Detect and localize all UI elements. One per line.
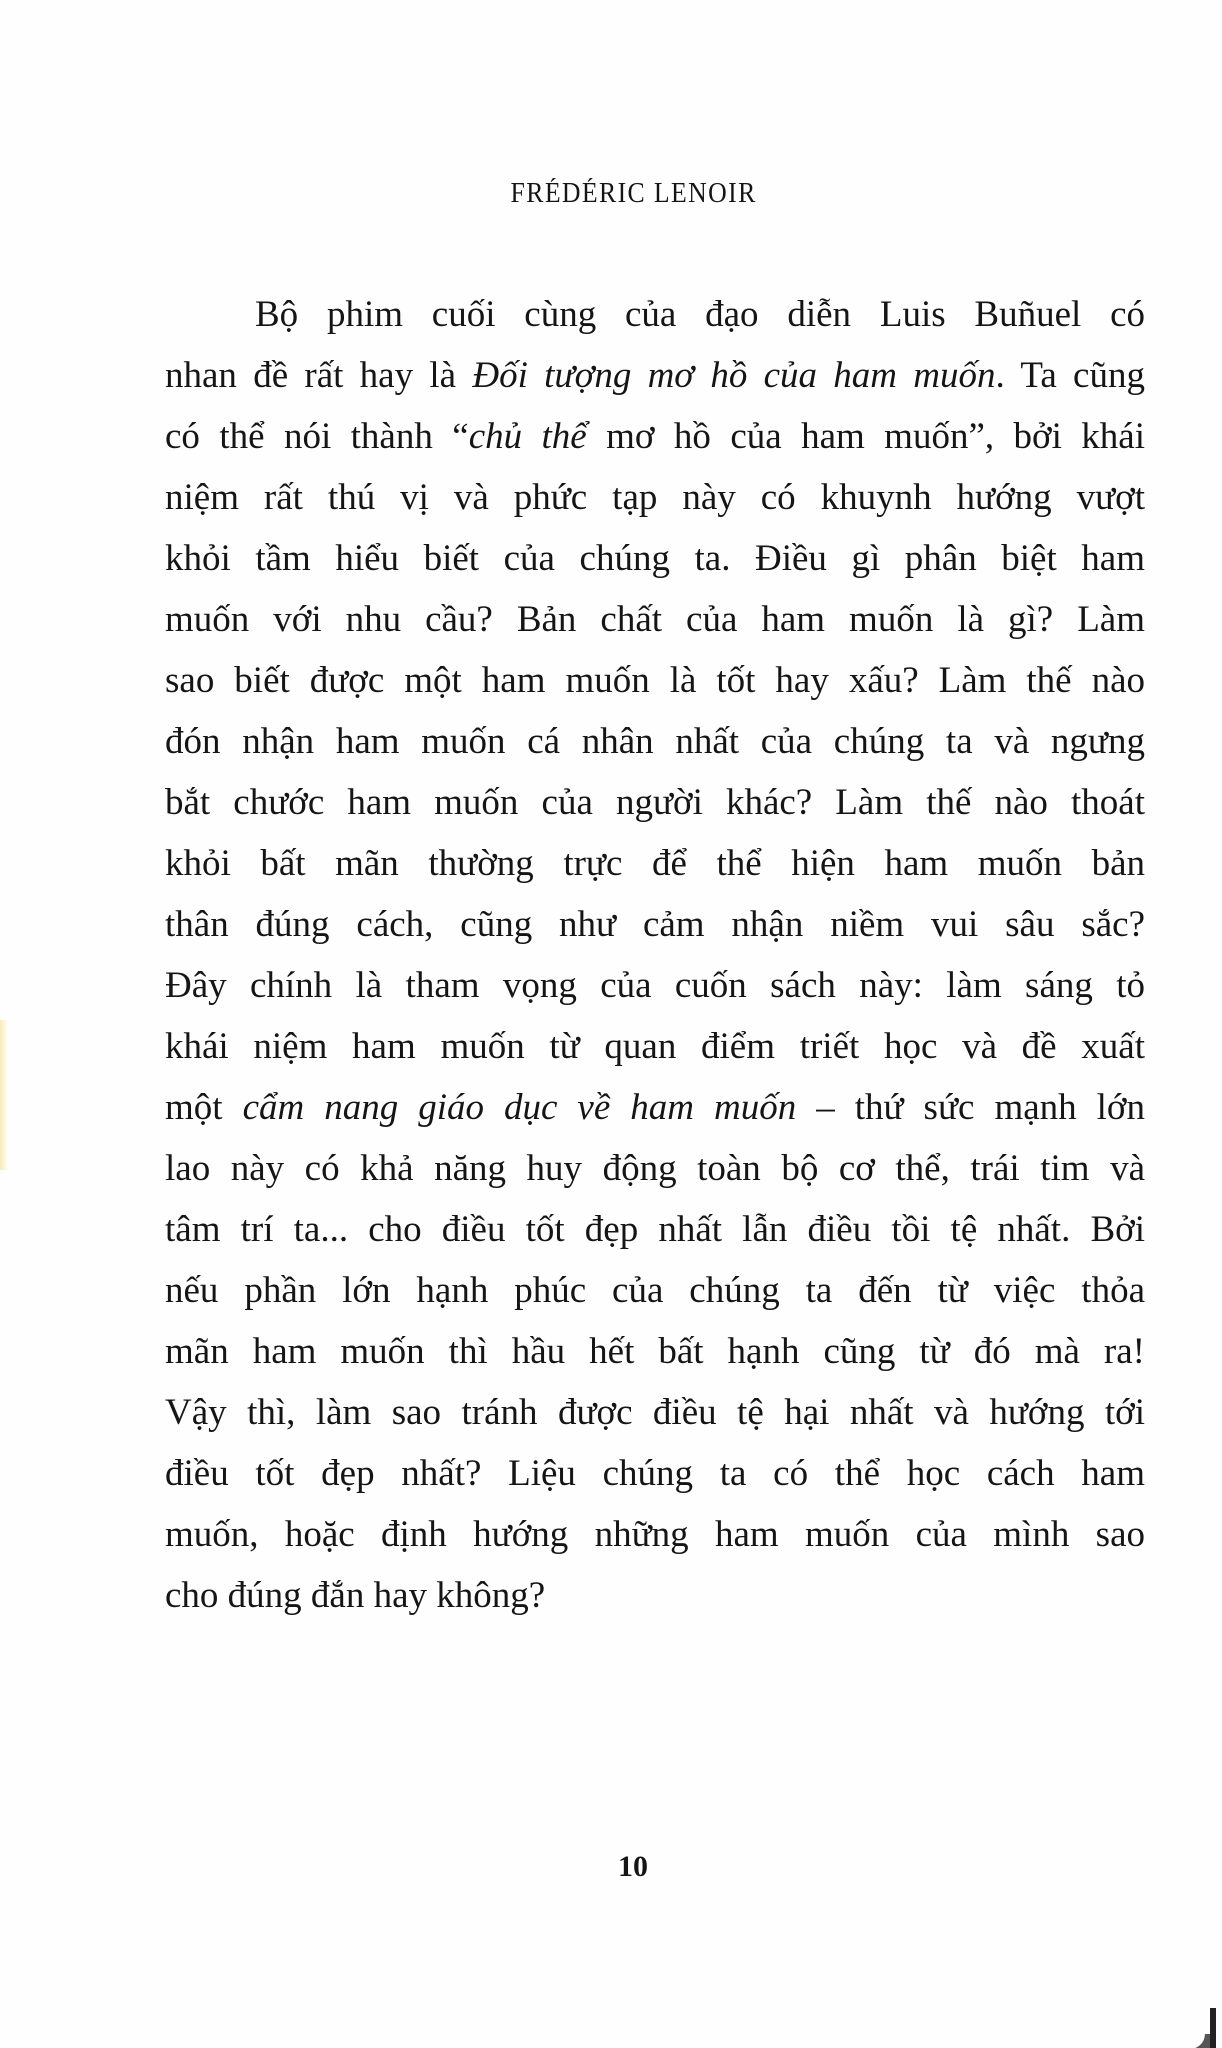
- text-line: khái niệm ham muốn từ quan điểm triết học và đề xuất: [165, 1026, 1145, 1067]
- text-line: muốn, hoặc định hướng những ham muốn của mình sao: [165, 1514, 1145, 1555]
- text-line: Đây chính là tham vọng của cuốn sách này: làm sáng tỏ: [165, 965, 1145, 1006]
- italic-title: Đối tượng mơ hồ của ham muốn: [472, 355, 996, 396]
- text-line: có thể nói thành “chủ thể mơ hồ của ham muốn”, bởi khái: [165, 416, 1146, 457]
- text-line: muốn với nhu cầu? Bản chất của ham muốn là gì? Làm: [165, 599, 1145, 640]
- page-number: 10: [618, 1850, 648, 1883]
- text-line: tâm trí ta... cho điều tốt đẹp nhất lẫn điều tồi tệ nhất. Bởi: [165, 1209, 1145, 1250]
- text-line: nhan đề rất hay là Đối tượng mơ hồ của ham muốn. Ta cũng: [165, 355, 1145, 396]
- text-line: cho đúng đắn hay không?: [165, 1575, 546, 1616]
- italic-term: chủ thể: [468, 416, 587, 457]
- text-line: đón nhận ham muốn cá nhân nhất của chúng ta và ngưng: [165, 721, 1145, 762]
- body-paragraph: [165, 284, 1145, 1626]
- page-corner-shadow: [1210, 2008, 1216, 2048]
- page-edge-stain: [0, 1020, 8, 1170]
- text-line: nếu phần lớn hạnh phúc của chúng ta đến từ việc thỏa: [165, 1270, 1145, 1311]
- text-line: thân đúng cách, cũng như cảm nhận niềm vui sâu sắc?: [165, 904, 1145, 945]
- running-head-author: FRÉDÉRIC LENOIR: [510, 178, 757, 209]
- text-line: bắt chước ham muốn của người khác? Làm thế nào thoát: [165, 782, 1145, 823]
- text-line: khỏi tầm hiểu biết của chúng ta. Điều gì phân biệt ham: [165, 538, 1145, 579]
- text-line: Vậy thì, làm sao tránh được điều tệ hại nhất và hướng tới: [165, 1392, 1145, 1433]
- text-line: niệm rất thú vị và phức tạp này có khuynh hướng vượt: [165, 477, 1145, 518]
- text-line: khỏi bất mãn thường trực để thể hiện ham muốn bản: [165, 843, 1145, 884]
- text-line: mãn ham muốn thì hầu hết bất hạnh cũng từ đó mà ra!: [165, 1331, 1145, 1372]
- text-line: Bộ phim cuối cùng của đạo diễn Luis Buñuel có: [255, 294, 1145, 335]
- text-line: một cẩm nang giáo dục về ham muốn – thứ sức mạnh lớn: [165, 1087, 1145, 1128]
- text-line: lao này có khả năng huy động toàn bộ cơ thể, trái tim và: [165, 1148, 1145, 1189]
- page-corner-curl: [1190, 2034, 1210, 2048]
- italic-term: cẩm nang giáo dục về ham muốn: [242, 1087, 797, 1128]
- text-line: sao biết được một ham muốn là tốt hay xấu? Làm thế nào: [165, 660, 1145, 701]
- text-line: điều tốt đẹp nhất? Liệu chúng ta có thể học cách ham: [165, 1453, 1145, 1494]
